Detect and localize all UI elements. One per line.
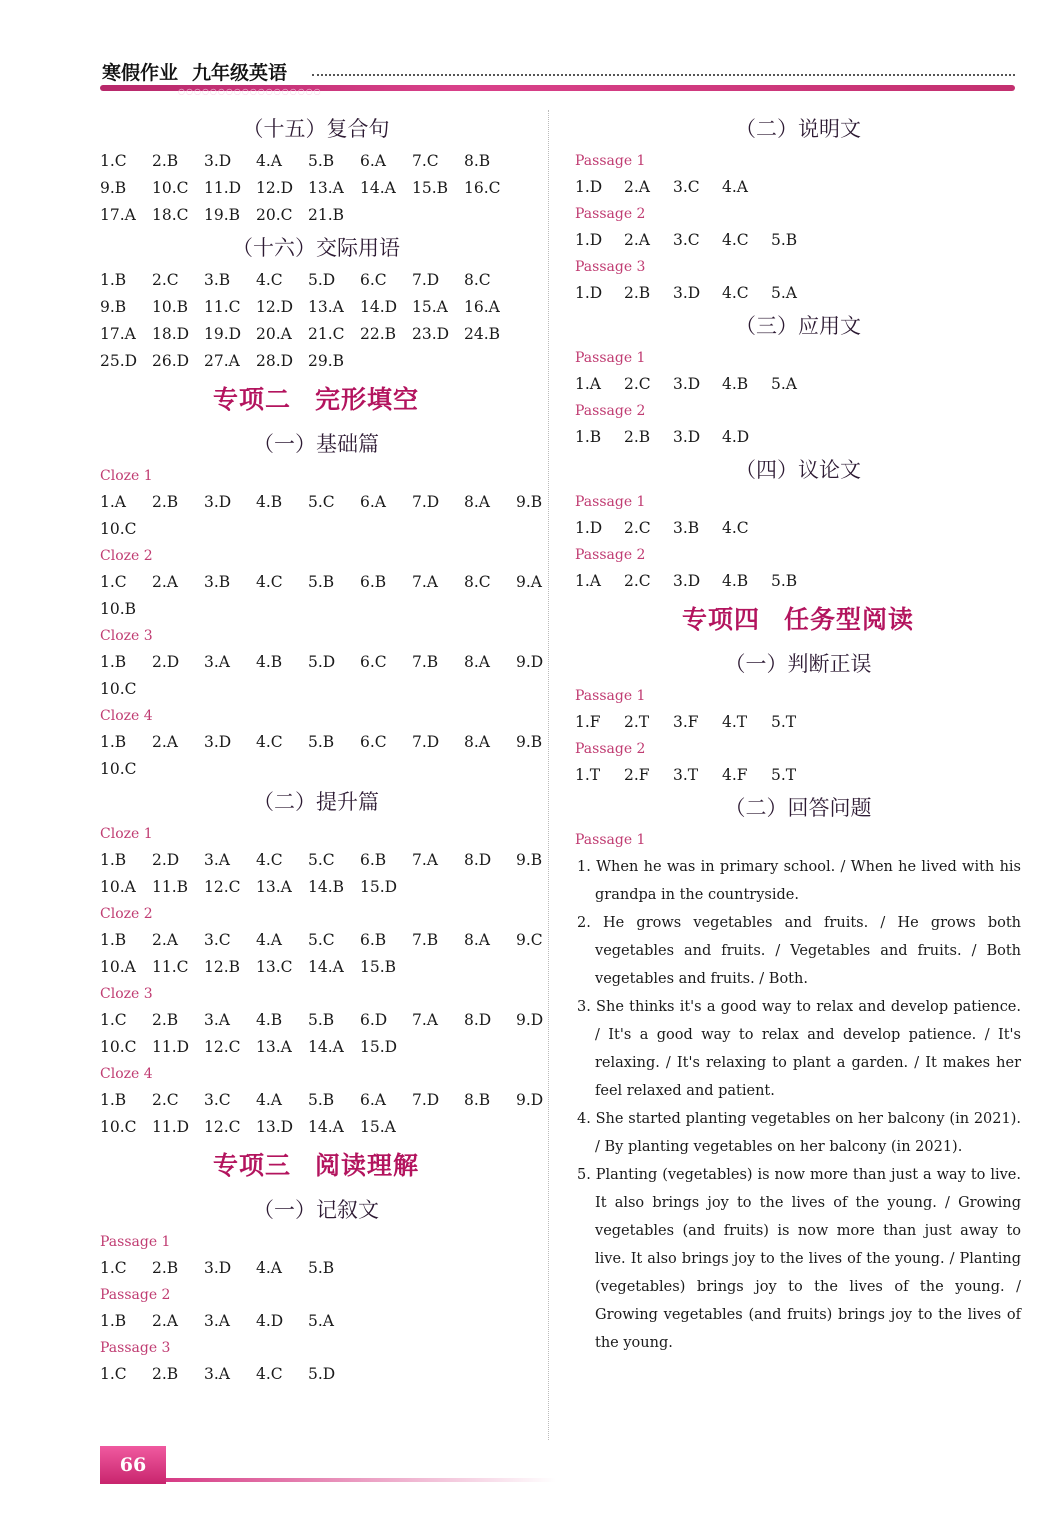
answer-item: 15.D: [360, 878, 398, 896]
answer-item: 2.A: [624, 231, 650, 249]
answer-item: 5.T: [771, 713, 797, 731]
answer-item: 2.D: [152, 851, 180, 869]
passage-label: Cloze 2: [100, 548, 153, 564]
answer-item: 29.B: [308, 352, 345, 370]
answer-item: 5.T: [771, 766, 797, 784]
answer-line: [100, 596, 532, 623]
answer-item: 3.D: [673, 428, 701, 446]
answer-item: 5.C: [308, 493, 335, 511]
answer-item: 13.D: [256, 1118, 294, 1136]
answer-item: 4.C: [256, 573, 283, 591]
passage-label: Passage 3: [100, 1340, 171, 1356]
answer-item: 1.C: [100, 152, 127, 170]
answer-item: 2.B: [152, 152, 179, 170]
answer-item: 6.B: [360, 573, 387, 591]
answer-item: 6.A: [360, 1091, 386, 1109]
answer-item: 11.D: [152, 1118, 190, 1136]
answer-item: 1.D: [575, 178, 603, 196]
answer-item: 12.D: [256, 298, 294, 316]
answer-line: [575, 280, 1021, 307]
answer-item: 4.T: [722, 713, 748, 731]
answer-item: 8.C: [464, 573, 491, 591]
answer-line: [575, 515, 1021, 542]
answer-item: 26.D: [152, 352, 190, 370]
answer-item: 10.A: [100, 958, 136, 976]
answer-item: 6.A: [360, 493, 386, 511]
answer-item: 24.B: [464, 325, 501, 343]
answer-item: 4.B: [256, 1011, 283, 1029]
passage-label: Passage 2: [575, 741, 646, 757]
answer-item: 12.D: [256, 179, 294, 197]
answer-item: 3.C: [204, 1091, 231, 1109]
answer-item: 1.C: [100, 1011, 127, 1029]
answer-item: 1.B: [100, 733, 127, 751]
answer-item: 9.D: [516, 653, 544, 671]
passage-label: Passage 2: [575, 206, 646, 222]
answer-item: 7.C: [412, 152, 439, 170]
answer-item: 10.C: [100, 520, 137, 538]
answer-item: 14.A: [308, 1038, 344, 1056]
answer-item: 7.A: [412, 851, 438, 869]
answer-line: [100, 756, 532, 783]
answer-item: 5.A: [308, 1312, 334, 1330]
answer-item: 8.A: [464, 653, 490, 671]
answer-item: 19.D: [204, 325, 242, 343]
answer-line: [100, 649, 544, 676]
answer-line: [100, 294, 532, 321]
answer-item: 9.C: [516, 931, 543, 949]
answer-item: 5.B: [308, 1011, 335, 1029]
answer-item: 2.C: [624, 572, 651, 590]
answer-item: 12.C: [204, 878, 241, 896]
answer-item: 3.C: [673, 178, 700, 196]
page-number: 66: [100, 1446, 166, 1484]
answer-line: [100, 874, 532, 901]
answer-item: 3.A: [204, 1365, 230, 1383]
answer-item: 20.A: [256, 325, 292, 343]
answer-item: 1.T: [575, 766, 601, 784]
section-heading: （十六）交际用语: [232, 236, 400, 260]
answer-item: 1.D: [575, 519, 603, 537]
answer-item: 2.C: [624, 519, 651, 537]
answer-item: 7.B: [412, 653, 439, 671]
answer-item: 3.D: [204, 493, 232, 511]
answer-line: [100, 954, 532, 981]
header-bar-dots: ○○○○○○○○○○○○○○○○○○: [178, 87, 322, 96]
answer-item: 17.A: [100, 325, 136, 343]
answer-item: 1.B: [100, 1091, 127, 1109]
answer-item: 10.C: [100, 1118, 137, 1136]
answer-item: 15.A: [360, 1118, 396, 1136]
answer-item: 8.B: [464, 152, 491, 170]
answer-item: 6.C: [360, 653, 387, 671]
answer-item: 3.A: [204, 1312, 230, 1330]
answer-item: 9.B: [100, 298, 127, 316]
answer-line: [575, 709, 1021, 736]
answer-line: [100, 729, 543, 756]
answer-line: [100, 348, 532, 375]
answer-item: 2.C: [152, 271, 179, 289]
answer-item: 7.D: [412, 271, 440, 289]
section-heading: （一）判断正误: [724, 652, 872, 676]
answer-item: 9.D: [516, 1091, 544, 1109]
answer-item: 4.C: [722, 284, 749, 302]
answer-line: [100, 676, 532, 703]
answer-item: 3.A: [204, 1011, 230, 1029]
section-heading: （一）记叙文: [253, 1198, 379, 1222]
answer-item: 5.D: [308, 653, 336, 671]
answer-line: [100, 1361, 532, 1388]
left-column: [100, 110, 544, 1388]
answer-item: 1.D: [575, 284, 603, 302]
answer-item: 4.C: [256, 271, 283, 289]
right-column: [575, 110, 1021, 1357]
header-title-subject: 九年级英语: [192, 62, 288, 84]
answer-item: 8.A: [464, 733, 490, 751]
written-answer: 3. She thinks it's a good way to relax and develop patience. / It's a good way to relax and develop patience. / It's relaxing. / It's relaxing to plant a garden. / It makes her feel relaxed and patient.: [577, 999, 1021, 1099]
answer-item: 20.C: [256, 206, 293, 224]
answer-item: 13.A: [308, 298, 344, 316]
answer-item: 7.D: [412, 493, 440, 511]
special-topic-heading-part: 专项四: [681, 605, 760, 634]
answer-item: 10.C: [100, 680, 137, 698]
answer-item: 12.C: [204, 1118, 241, 1136]
written-answer: 4. She started planting vegetables on her balcony (in 2021). / By planting vegetables on her balcony (in 2021).: [577, 1111, 1021, 1155]
answer-item: 2.A: [152, 931, 178, 949]
answer-line: [100, 1087, 544, 1114]
written-answer: 1. When he was in primary school. / When he lived with his grandpa in the countryside.: [577, 859, 1021, 903]
answer-item: 10.C: [100, 1038, 137, 1056]
answer-item: 2.F: [624, 766, 650, 784]
answer-item: 4.C: [722, 519, 749, 537]
answer-item: 3.D: [204, 1259, 232, 1277]
passage-label: Passage 1: [575, 350, 646, 366]
section-heading: （十五）复合句: [242, 117, 390, 141]
answer-item: 1.A: [100, 493, 126, 511]
answer-item: 3.B: [204, 271, 231, 289]
answer-item: 17.A: [100, 206, 136, 224]
answer-line: [100, 489, 543, 516]
answer-item: 4.C: [256, 851, 283, 869]
answer-item: 1.B: [100, 1312, 127, 1330]
answer-item: 14.A: [308, 958, 344, 976]
answer-item: 1.A: [575, 375, 601, 393]
section-heading: （三）应用文: [735, 314, 861, 338]
answer-item: 4.A: [256, 931, 282, 949]
answer-item: 8.D: [464, 851, 492, 869]
answer-item: 7.A: [412, 1011, 438, 1029]
answer-item: 1.F: [575, 713, 601, 731]
special-topic-heading-part: 专项三: [212, 1151, 291, 1180]
page-header: [100, 58, 1015, 98]
answer-item: 2.A: [152, 1312, 178, 1330]
answer-item: 5.B: [308, 1259, 335, 1277]
answer-item: 11.B: [152, 878, 189, 896]
answer-item: 5.B: [771, 572, 798, 590]
answer-item: 6.C: [360, 733, 387, 751]
section-heading: （二）说明文: [735, 117, 861, 141]
answer-item: 8.B: [464, 1091, 491, 1109]
answer-item: 2.A: [152, 573, 178, 591]
answer-item: 9.A: [516, 573, 542, 591]
answer-item: 2.B: [152, 493, 179, 511]
answer-item: 3.D: [673, 375, 701, 393]
answer-item: 1.C: [100, 1259, 127, 1277]
answer-item: 1.B: [100, 653, 127, 671]
answer-item: 7.D: [412, 733, 440, 751]
answer-item: 2.A: [624, 178, 650, 196]
answer-item: 28.D: [256, 352, 294, 370]
answer-item: 4.D: [256, 1312, 284, 1330]
answer-item: 5.D: [308, 271, 336, 289]
answer-item: 3.T: [673, 766, 699, 784]
answer-item: 2.T: [624, 713, 650, 731]
answer-item: 2.B: [152, 1365, 179, 1383]
passage-label: Passage 1: [100, 1234, 171, 1250]
passage-label: Passage 1: [575, 153, 646, 169]
answer-line: [100, 202, 532, 229]
answer-line: [575, 762, 1021, 789]
answer-item: 3.A: [204, 653, 230, 671]
answer-item: 12.B: [204, 958, 241, 976]
answer-line: [100, 1255, 532, 1282]
answer-item: 9.B: [516, 733, 543, 751]
answer-item: 21.B: [308, 206, 345, 224]
passage-label: Cloze 3: [100, 986, 153, 1002]
answer-item: 14.A: [308, 1118, 344, 1136]
answer-item: 15.A: [412, 298, 448, 316]
answer-item: 5.B: [308, 1091, 335, 1109]
answer-item: 19.B: [204, 206, 241, 224]
answer-item: 13.C: [256, 958, 293, 976]
answer-item: 4.C: [722, 231, 749, 249]
answer-item: 8.A: [464, 493, 490, 511]
special-topic-heading-part: 阅读理解: [315, 1151, 420, 1180]
answer-item: 3.D: [673, 572, 701, 590]
answer-item: 6.B: [360, 931, 387, 949]
answer-item: 3.C: [673, 231, 700, 249]
passage-label: Cloze 2: [100, 906, 153, 922]
answer-item: 16.C: [464, 179, 501, 197]
answer-item: 5.B: [308, 152, 335, 170]
answer-item: 5.C: [308, 931, 335, 949]
answer-item: 3.C: [204, 931, 231, 949]
answer-item: 4.B: [256, 493, 283, 511]
answer-item: 4.C: [256, 733, 283, 751]
answer-item: 8.D: [464, 1011, 492, 1029]
answer-item: 4.B: [722, 375, 749, 393]
answer-item: 5.C: [308, 851, 335, 869]
answer-item: 3.D: [673, 284, 701, 302]
answer-item: 11.D: [204, 179, 242, 197]
answer-item: 2.B: [152, 1011, 179, 1029]
answer-line: [100, 847, 543, 874]
answer-item: 16.A: [464, 298, 500, 316]
answer-line: [575, 371, 1021, 398]
answer-line: [575, 424, 1021, 451]
answer-item: 4.C: [256, 1365, 283, 1383]
answer-line: [100, 175, 532, 202]
section-heading: （二）回答问题: [724, 796, 872, 820]
answer-item: 6.A: [360, 152, 386, 170]
written-answer: 2. He grows vegetables and fruits. / He grows both vegetables and fruits. / Vegetables and fruits. / Both vegetables and fruits. / Both.: [577, 915, 1021, 987]
answer-item: 2.B: [624, 428, 651, 446]
special-topic-heading-part: 任务型阅读: [784, 605, 915, 634]
passage-label: Cloze 3: [100, 628, 153, 644]
answer-item: 1.B: [100, 931, 127, 949]
answer-line: [100, 1034, 532, 1061]
section-heading: （四）议论文: [735, 458, 861, 482]
answer-item: 11.C: [204, 298, 241, 316]
answer-item: 4.A: [256, 152, 282, 170]
answer-item: 6.D: [360, 1011, 388, 1029]
answer-item: 25.D: [100, 352, 138, 370]
answer-item: 15.B: [412, 179, 449, 197]
answer-line: [100, 267, 532, 294]
special-topic-heading-part: 专项二: [212, 385, 291, 414]
answer-item: 1.C: [100, 1365, 127, 1383]
answer-item: 7.B: [412, 931, 439, 949]
answer-item: 27.A: [204, 352, 240, 370]
answer-item: 6.C: [360, 271, 387, 289]
answer-item: 1.D: [575, 231, 603, 249]
header-title-book: 寒假作业: [102, 62, 179, 84]
answer-item: 3.B: [204, 573, 231, 591]
answer-item: 15.D: [360, 1038, 398, 1056]
special-topic-heading: [575, 595, 1021, 645]
answer-item: 5.D: [308, 1365, 336, 1383]
answer-item: 11.D: [152, 1038, 190, 1056]
answer-item: 10.A: [100, 878, 136, 896]
answer-item: 2.B: [624, 284, 651, 302]
footer-decorative-line: [166, 1478, 556, 1482]
passage-label: Passage 2: [575, 403, 646, 419]
answer-item: 4.A: [722, 178, 748, 196]
answer-item: 8.A: [464, 931, 490, 949]
special-topic-heading: [100, 1141, 532, 1191]
passage-label: Cloze 4: [100, 708, 153, 724]
answer-item: 21.C: [308, 325, 345, 343]
answer-item: 14.D: [360, 298, 398, 316]
passage-label: Cloze 4: [100, 1066, 153, 1082]
passage-label: Passage 3: [575, 259, 646, 275]
answer-item: 2.C: [152, 1091, 179, 1109]
answer-item: 18.D: [152, 325, 190, 343]
passage-label: Cloze 1: [100, 826, 153, 842]
answer-item: 15.B: [360, 958, 397, 976]
passage-label: Cloze 1: [100, 468, 153, 484]
answer-item: 3.B: [673, 519, 700, 537]
answer-item: 5.A: [771, 284, 797, 302]
answer-item: 10.C: [152, 179, 189, 197]
section-heading: （二）提升篇: [253, 790, 379, 814]
answer-item: 13.A: [308, 179, 344, 197]
answer-line: [100, 1114, 532, 1141]
answer-item: 22.B: [360, 325, 397, 343]
answer-item: 4.A: [256, 1091, 282, 1109]
answer-item: 7.A: [412, 573, 438, 591]
answer-line: [100, 1308, 532, 1335]
header-title: [102, 58, 301, 85]
answer-item: 4.B: [256, 653, 283, 671]
answer-item: 5.B: [771, 231, 798, 249]
answer-item: 13.A: [256, 1038, 292, 1056]
answer-item: 4.B: [722, 572, 749, 590]
answer-line: [575, 568, 1021, 595]
written-answer: 5. Planting (vegetables) is now more than just a way to live. It also brings joy to the lives of the young. / Growing vegetables (and fruits) is now more than just away to live. It also brings joy to the lives of the young. / Planting (vegetables) brings joy to the lives of the young. / Growing vegetables (and fruits) brings joy to the lives of the young.: [577, 1167, 1021, 1351]
answer-item: 9.B: [516, 493, 543, 511]
answer-item: 1.C: [100, 573, 127, 591]
answer-item: 1.B: [100, 851, 127, 869]
answer-item: 6.B: [360, 851, 387, 869]
answer-item: 2.C: [624, 375, 651, 393]
header-dotted-line: [312, 74, 1015, 76]
answer-item: 11.C: [152, 958, 189, 976]
special-topic-heading-part: 完形填空: [315, 385, 420, 414]
answer-item: 9.B: [516, 851, 543, 869]
answer-line: [575, 227, 1021, 254]
passage-label: Passage 1: [575, 688, 646, 704]
passage-label: Passage 1: [575, 832, 646, 848]
answer-item: 2.D: [152, 653, 180, 671]
answer-item: 1.B: [100, 271, 127, 289]
answer-line: [100, 1007, 544, 1034]
passage-label: Passage 1: [575, 494, 646, 510]
answer-item: 12.C: [204, 1038, 241, 1056]
answer-line: [100, 927, 543, 954]
section-heading: （一）基础篇: [253, 432, 379, 456]
answer-item: 3.D: [204, 733, 232, 751]
answer-line: [100, 569, 542, 596]
answer-item: 5.B: [308, 573, 335, 591]
answer-item: 9.D: [516, 1011, 544, 1029]
answer-line: [575, 174, 1021, 201]
answer-item: 3.F: [673, 713, 699, 731]
answer-item: 2.B: [152, 1259, 179, 1277]
answer-item: 4.D: [722, 428, 750, 446]
passage-label: Passage 2: [575, 547, 646, 563]
answer-item: 10.B: [152, 298, 189, 316]
answer-item: 3.D: [204, 152, 232, 170]
answer-item: 4.F: [722, 766, 748, 784]
answer-item: 3.A: [204, 851, 230, 869]
answer-item: 10.B: [100, 600, 137, 618]
answer-item: 14.B: [308, 878, 345, 896]
answer-item: 18.C: [152, 206, 189, 224]
answer-item: 14.A: [360, 179, 396, 197]
answer-line: [100, 321, 532, 348]
answer-item: 23.D: [412, 325, 450, 343]
answer-item: 5.A: [771, 375, 797, 393]
answer-item: 9.B: [100, 179, 127, 197]
answer-item: 4.A: [256, 1259, 282, 1277]
answer-item: 2.A: [152, 733, 178, 751]
answer-item: 5.B: [308, 733, 335, 751]
answer-item: 13.A: [256, 878, 292, 896]
column-divider: [548, 110, 549, 1440]
answer-item: 1.B: [575, 428, 602, 446]
answer-item: 8.C: [464, 271, 491, 289]
answer-item: 1.A: [575, 572, 601, 590]
special-topic-heading: [100, 375, 532, 425]
answer-item: 10.C: [100, 760, 137, 778]
answer-line: [100, 148, 532, 175]
answer-item: 7.D: [412, 1091, 440, 1109]
answer-line: [100, 516, 532, 543]
passage-label: Passage 2: [100, 1287, 171, 1303]
